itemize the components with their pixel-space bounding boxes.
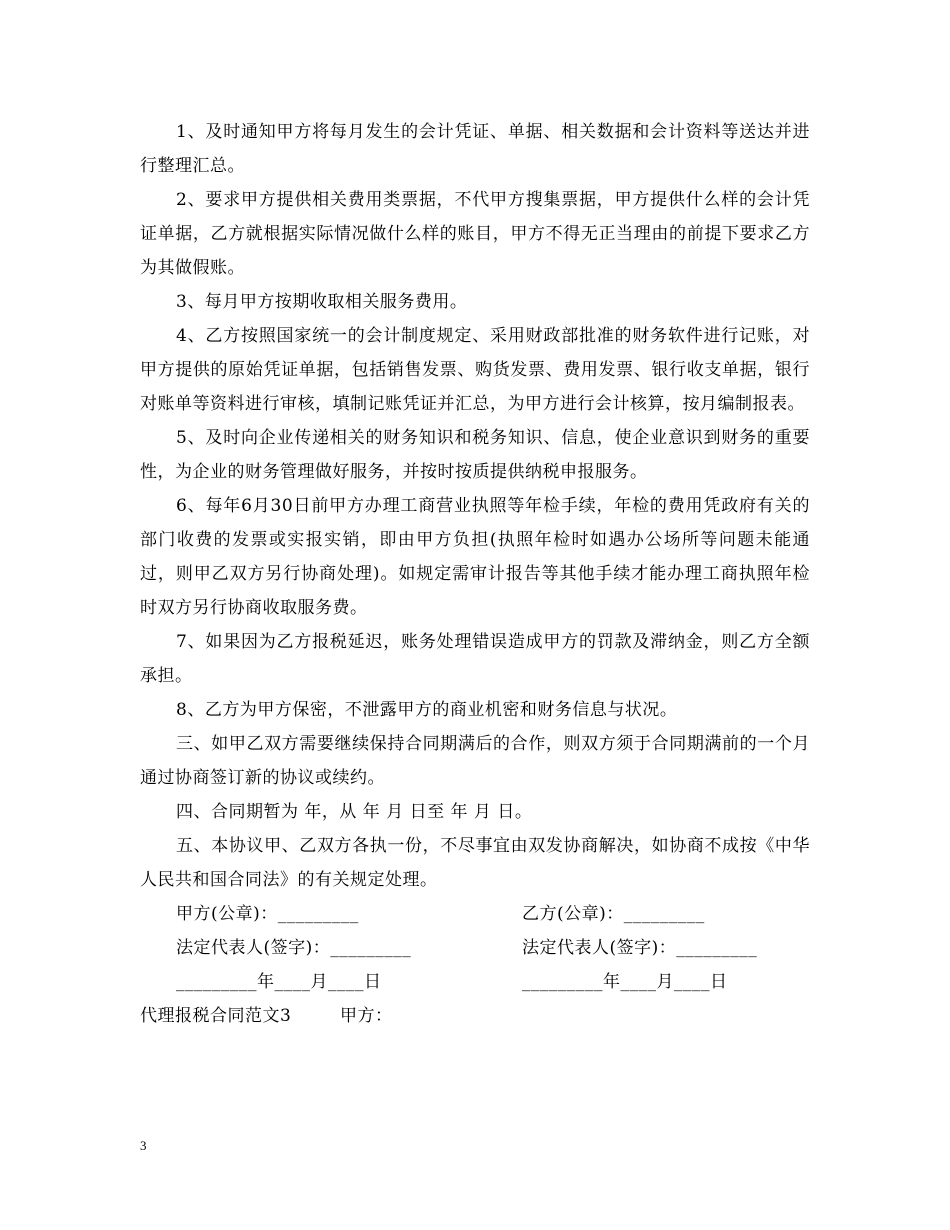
paragraph-7: 7、如果因为乙方报税延迟，账务处理错误造成甲方的罚款及滞纳金，则乙方全额承担。 <box>140 632 810 686</box>
party-b-representative: 法定代表人(签字)：_________ <box>522 938 758 958</box>
party-b-date: _________年____月____日 <box>522 972 728 992</box>
signature-seal-row <box>140 897 810 931</box>
paragraph-3: 3、每月甲方按期收取相关服务费用。 <box>176 292 468 312</box>
paragraph-8: 8、乙方为甲方保密，不泄露甲方的商业机密和财务信息与状况。 <box>176 700 678 720</box>
paragraph-5: 5、及时向企业传递相关的财务知识和税务知识、信息，使企业意识到财务的重要性，为企业的财务管理做好服务，并按时按质提供纳税申报服务。 <box>140 428 810 482</box>
paragraph-4: 4、乙方按照国家统一的会计制度规定、采用财政部批准的财务软件进行记账，对甲方提供的原始凭证单据，包括销售发票、购货发票、费用发票、银行收支单据，银行对账单等资料进行审核，填制记账凭证并汇总，为甲方进行会计核算，按月编制报表。 <box>140 326 810 414</box>
paragraph-term: 四、合同期暂为 年，从 年 月 日至 年 月 日。 <box>176 802 533 822</box>
paragraph-renewal: 三、如甲乙双方需要继续保持合同期满后的合作，则双方须于合同期满前的一个月通过协商签订新的协议或续约。 <box>140 734 810 788</box>
paragraph-copies: 五、本协议甲、乙双方各执一份，不尽事宜由双发协商解决，如协商不成按《中华人民共和国合同法》的有关规定处理。 <box>140 836 810 890</box>
document-body <box>140 115 810 1033</box>
party-a-date: _________年____月____日 <box>176 972 382 992</box>
next-contract-party-a: 甲方： <box>340 1006 393 1026</box>
signature-rep-row <box>140 931 810 965</box>
party-a-representative: 法定代表人(签字)：_________ <box>176 938 412 958</box>
signature-date-row <box>140 965 810 999</box>
party-a-seal: 甲方(公章)：_________ <box>176 904 359 924</box>
page-number: 3 <box>140 1138 147 1153</box>
party-b-seal: 乙方(公章)：_________ <box>522 904 705 924</box>
paragraph-6: 6、每年6月30日前甲方办理工商营业执照等年检手续，年检的费用凭政府有关的部门收费的发票或实报实销，即由甲方负担(执照年检时如遇办公场所等问题未能通过，则甲乙双方另行协商处理)。如规定需审计报告等其他手续才能办理工商执照年检时双方另行协商收取服务费。 <box>140 496 810 618</box>
paragraph-2: 2、要求甲方提供相关费用类票据，不代甲方搜集票据，甲方提供什么样的会计凭证单据，乙方就根据实际情况做什么样的账目，甲方不得无正当理由的前提下要求乙方为其做假账。 <box>140 190 810 278</box>
paragraph-1: 1、及时通知甲方将每月发生的会计凭证、单据、相关数据和会计资料等送达并进行整理汇总。 <box>140 122 810 176</box>
next-contract-heading <box>140 999 810 1033</box>
next-contract-title: 代理报税合同范文3 <box>140 1006 292 1026</box>
